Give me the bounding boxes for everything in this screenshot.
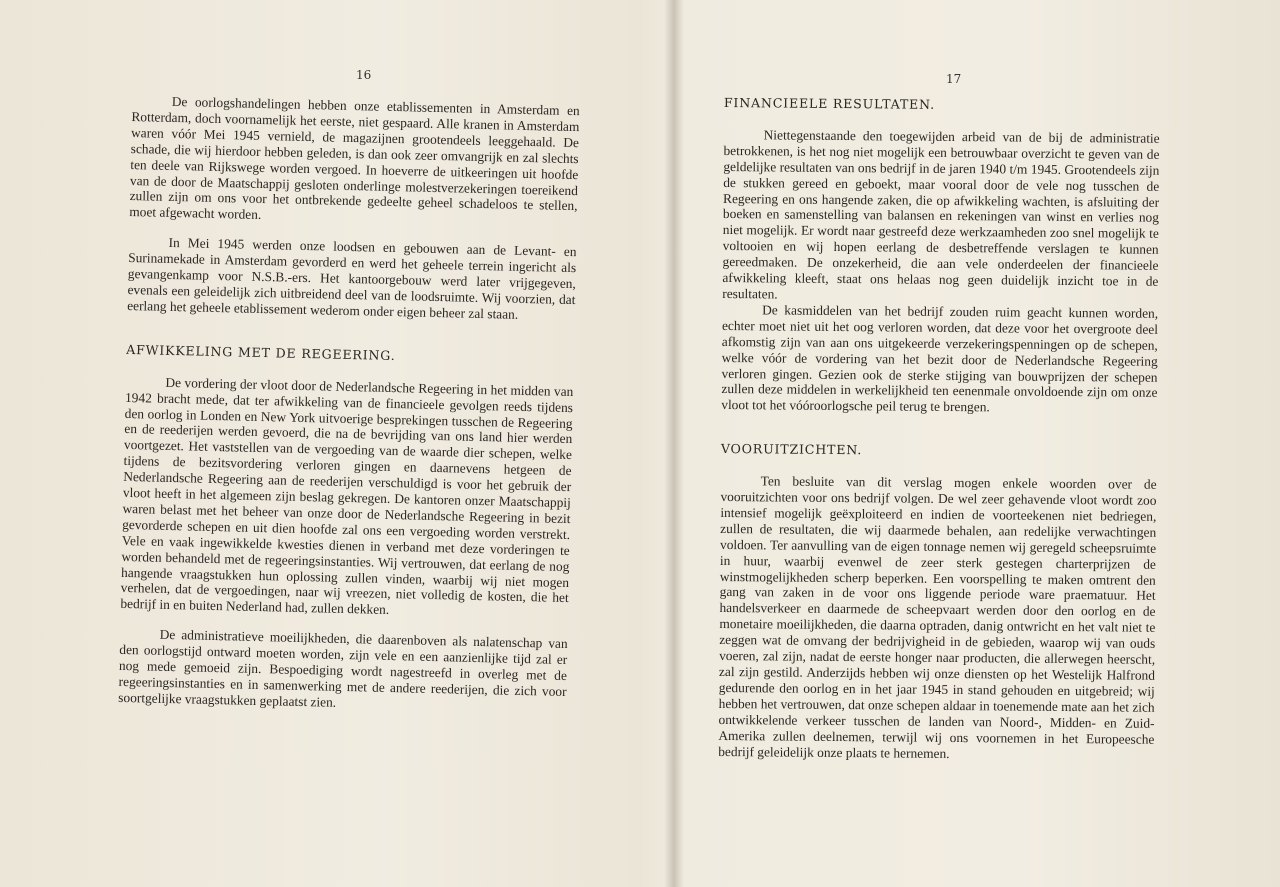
paragraph-outlook: Ten besluite van dit verslag mogen enkele woorden over de vooruitzichten voor ons bedrijf volgen. De wel zeer gehavende vloot wordt zoo intensief mogelijk geëxploiteerd en indien de voorteekenen niet bedriegen, zullen de resultaten, die wij daarmede behalen, aan redelijke verwachtingen voldoen. Ter aanvulling van de eigen tonnage nemen wij geregeld scheepsruimte in huur, waarbij evenwel de zeer sterk gestegen charterprijzen de winstmogelijkheden scherp beperken. Een voorspelling te maken omtrent den gang van zaken in de voor ons liggende periode ware praematuur. Het handelsverkeer en daarmede de scheepvaart werden door den oorlog en de monetaire moeilijkheden, die daarna optraden, danig ontwricht en het valt niet te zeggen wat de omvang der bedrijvigheid in de gebieden, waarop wij van ouds voeren, zal zijn, nadat de eerste honger naar producten, die allerwegen heerscht, zal zijn gestild. Anderzijds hebben wij onze diensten op het Westelijk Halfrond gedurende den oorlog en in het jaar 1945 in stand gehouden en uitgebreid; wij hebben het vertrouwen, dat onze schepen aldaar in toenemende mate aan het zich ontwikkelende verkeer tusschen de landen van Noord-, Midden- en Zuid-Amerika zullen deelnemen, terwijl wij ons voornemen in het Europeesche bedrijf geleidelijk onze plaats te hernemen. <box>718 473 1157 761</box>
paragraph-financial-overview: Niettegenstaande den toegewijden arbeid van de bij de administratie betrokkenen, is het nog niet mogelijk een betrouwbaar overzicht te geven van de geldelijke resultaten van ons bedrijf in de jaren 1940 t/m 1945. Grootendeels zijn de stukken gereed en geboekt, maar vooral door de vele nog tusschen de Regeering en ons hangende zaken, die op afwikkeling wachten, is afsluiting der boeken en samenstelling van balansen en rekeningen van winst en verlies nog niet mogelijk. Er wordt naar gestreefd deze werkzaamheden zoo snel mogelijk te voltooien en wij hopen eerlang de desbetreffende verslagen te kunnen gereedmaken. De onzekerheid, die aan vele onderdeelen der financieele afwikkeling kleeft, staat ons helaas nog geen duidelijk inzicht toe in de resultaten. <box>722 127 1160 302</box>
paragraph-cash-resources: De kasmiddelen van het bedrijf zouden ruim geacht kunnen worden, echter moet niet uit het oog verloren worden, dat deze voor het overgroote deel afkomstig zijn van aan ons uitgekeerde verzekeringspenningen op de schepen, welke vóór de vordering van het bezit door de Nederlandsche Regeering verloren gingen. Gezien ook de sterke stijging van bouwprijzen der schepen zullen deze middelen in werkelijkheid ten eenenmale onvoldoende zijn om onze vloot tot het vóóroorlogsche peil terug te brengen. <box>721 302 1159 415</box>
paragraph-administrative-difficulties: De administratieve moeilijkheden, die daarenboven als nalatenschap van den oorlogstijd ontward moeten worden, zijn vele en een aanzienlijke tijd zal er nog mede gemoeid zijn. Bespoediging wordt nagestreefd in overleg met de regeeringsinstanties en in samenwerking met de andere reederijen, die zich voor soortgelijke vraagstukken geplaatst zien. <box>118 627 568 710</box>
right-page-text <box>718 95 1160 763</box>
page-number-17: 17 <box>946 72 962 86</box>
heading-government-settlement: AFWIKKELING MET DE REGEERING. <box>126 341 396 363</box>
left-page-text <box>118 93 580 716</box>
paragraph-fleet-requisition: De vordering der vloot door de Nederlandsche Regeering in het midden van 1942 bracht mede, dat ter afwikkeling van de financieele gevolgen reeds tijdens den oorlog in Londen en New York uitvoerige besprekingen tusschen de Regeering en de reederijen werden gevoerd, die na de bevrijding van ons land hier werden voortgezet. Het vaststellen van de vergoeding van de waarde dier schepen, welke tijdens de bezitsvordering verloren gingen en daarnevens hetgeen de Nederlandsche Regeering aan de reederijen verschuldigd is voor het gebruik der vloot heeft in het algemeen zijn beslag gekregen. De kantoren onzer Maatschappij waren belast met het beheer van onze door de Nederlandsche Regeering in bezit gevorderde schepen en uit dien hoofde zal ons een vergoeding worden verstrekt. Vele en vaak ingewikkelde kwesties dienen in verband met deze vorderingen te worden behandeld met de regeeringsinstanties. Wij vertrouwen, dat eerlang de nog hangende vraagstukken hun oplossing zullen vinden, waarbij wij niet mogen verhelen, dat de vergoedingen, naar wij vreezen, niet volledig de kosten, die het bedrijf in en buiten Nederland had, zullen dekken. <box>120 374 574 618</box>
page-number-16: 16 <box>356 68 372 82</box>
right-page <box>682 0 1280 887</box>
heading-outlook: VOORUITZICHTEN. <box>720 441 863 458</box>
heading-financial-results: FINANCIEELE RESULTATEN. <box>723 95 935 112</box>
book-gutter <box>664 0 684 887</box>
paragraph-war-damage: De oorlogshandelingen hebben onze etablissementen in Amsterdam en Rotterdam, doch voornamelijk het eerste, niet gespaard. Alle kranen in Amsterdam waren vóór Mei 1945 vernield, de magazijnen grootendeels leeggehaald. De schade, die wij hierdoor hebben geleden, is dan ook zeer omvangrijk en zal slechts ten deele van Rijkswege worden vergoed. In hoeverre de uitkeeringen uit hoofde van de door de Maatschappij gesloten onderlinge molestverzekeringen toereikend zullen zijn om ons voor het ontbrekende gedeelte geheel schadeloos te stellen, moet afgewacht worden. <box>129 93 580 223</box>
paragraph-sheds-requisition: In Mei 1945 werden onze loodsen en gebouwen aan de Levant- en Surinamekade in Amsterdam gevorderd en werd het geheele terrein ingericht als gevangenkamp voor N.S.B.-ers. Het kantoorgebouw werd later vrijgegeven, evenals een geleidelijk zich uitbreidend deel van de loodsruimte. Wij voorzien, dat eerlang het geheele etablissement wederom onder eigen beheer zal staan. <box>127 235 577 322</box>
